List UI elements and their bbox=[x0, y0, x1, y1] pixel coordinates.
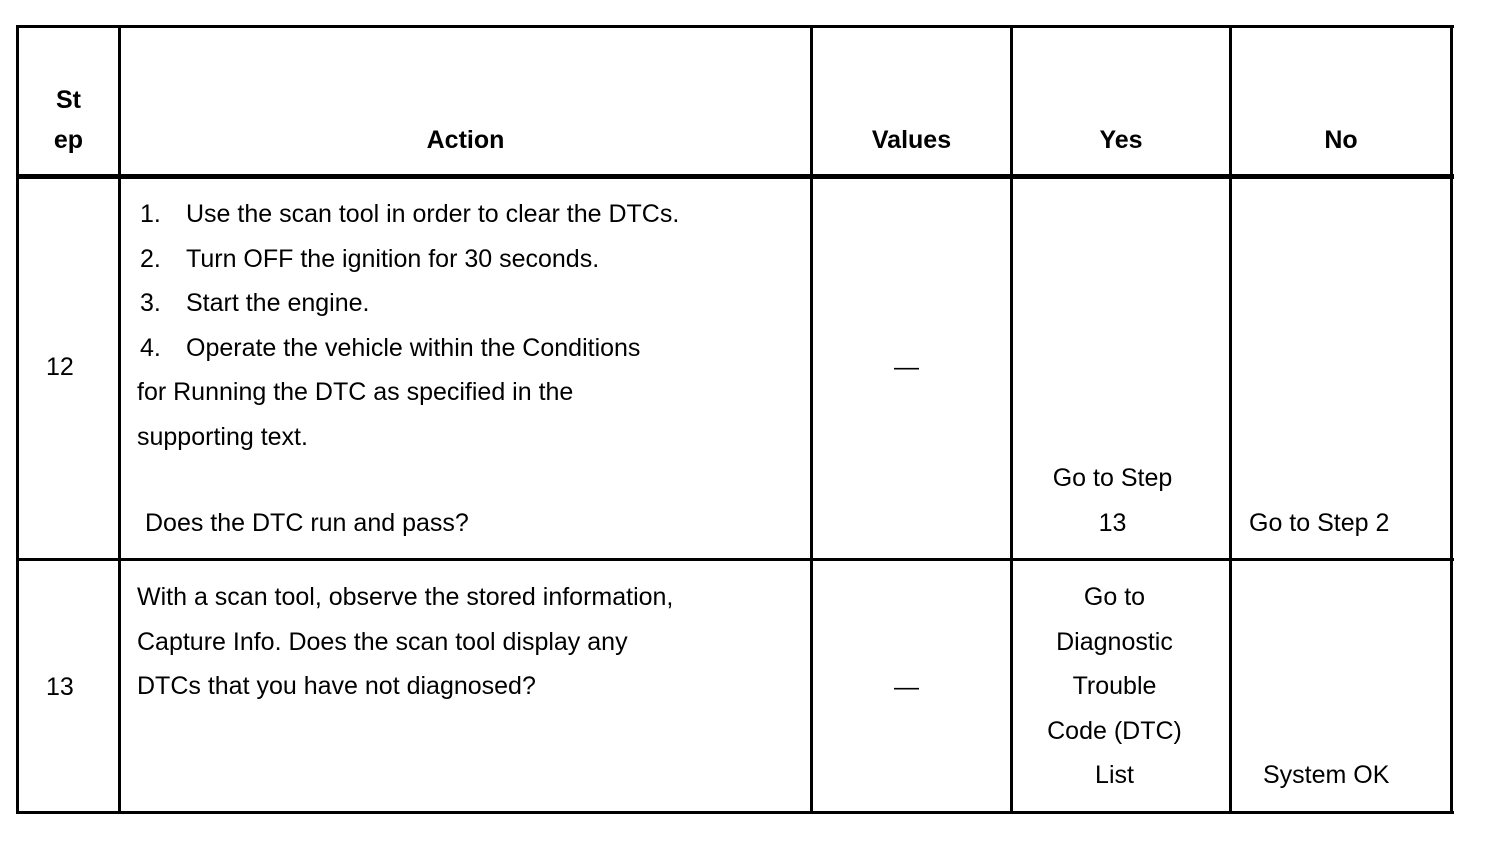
list-item-text: Operate the vehicle within the Conditions bbox=[186, 333, 641, 362]
list-item-number: 4. bbox=[140, 333, 161, 362]
action-list bbox=[140, 192, 679, 370]
step-number: 13 bbox=[46, 673, 74, 701]
values-cell: — bbox=[894, 673, 919, 701]
header-action: Action bbox=[426, 126, 505, 154]
yes-line: Go to bbox=[1083, 583, 1146, 611]
list-item bbox=[140, 281, 679, 326]
list-item bbox=[140, 237, 679, 282]
list-item-text: Use the scan tool in order to clear the DTCs. bbox=[186, 200, 680, 228]
header-step-line1: St bbox=[56, 86, 81, 114]
list-item-number: 1. bbox=[140, 200, 161, 228]
header-step bbox=[19, 80, 118, 160]
yes-line: Trouble bbox=[1072, 672, 1157, 700]
col-border-right bbox=[1450, 25, 1453, 814]
yes-line: 13 bbox=[1098, 508, 1127, 537]
list-item-number: 2. bbox=[140, 244, 161, 273]
no-cell: Go to Step 2 bbox=[1249, 509, 1390, 537]
action-line: With a scan tool, observe the stored information, bbox=[137, 583, 674, 611]
no-cell: System OK bbox=[1263, 761, 1390, 789]
header-step-line2: ep bbox=[53, 126, 84, 154]
list-item-number: 3. bbox=[140, 289, 161, 317]
table-bottom-border bbox=[16, 811, 1454, 814]
yes-cell bbox=[1013, 456, 1212, 545]
header-no: No bbox=[1324, 126, 1358, 154]
yes-line: Code (DTC) bbox=[1047, 716, 1182, 745]
action-line: Capture Info. Does the scan tool display any bbox=[137, 627, 628, 656]
list-item bbox=[140, 192, 679, 237]
yes-cell bbox=[1013, 575, 1216, 798]
list-item-text: Start the engine. bbox=[186, 289, 370, 317]
table-top-border bbox=[16, 25, 1454, 28]
yes-line: Go to Step bbox=[1052, 464, 1173, 492]
yes-line: List bbox=[1095, 761, 1134, 789]
list-item-text: Turn OFF the ignition for 30 seconds. bbox=[186, 244, 600, 273]
yes-line: Diagnostic bbox=[1056, 627, 1173, 656]
list-item bbox=[140, 326, 679, 371]
step-number: 12 bbox=[46, 353, 74, 381]
action-question: Does the DTC run and pass? bbox=[145, 509, 469, 537]
header-values: Values bbox=[871, 126, 952, 154]
header-yes: Yes bbox=[1099, 126, 1143, 154]
action-line: supporting text. bbox=[137, 422, 308, 451]
header-bottom-border bbox=[16, 174, 1454, 179]
values-cell: — bbox=[894, 353, 919, 381]
action-text bbox=[137, 575, 673, 709]
action-line: DTCs that you have not diagnosed? bbox=[137, 672, 536, 700]
row-divider bbox=[16, 558, 1454, 561]
action-continuation bbox=[137, 370, 573, 459]
action-line: for Running the DTC as specified in the bbox=[137, 378, 574, 406]
